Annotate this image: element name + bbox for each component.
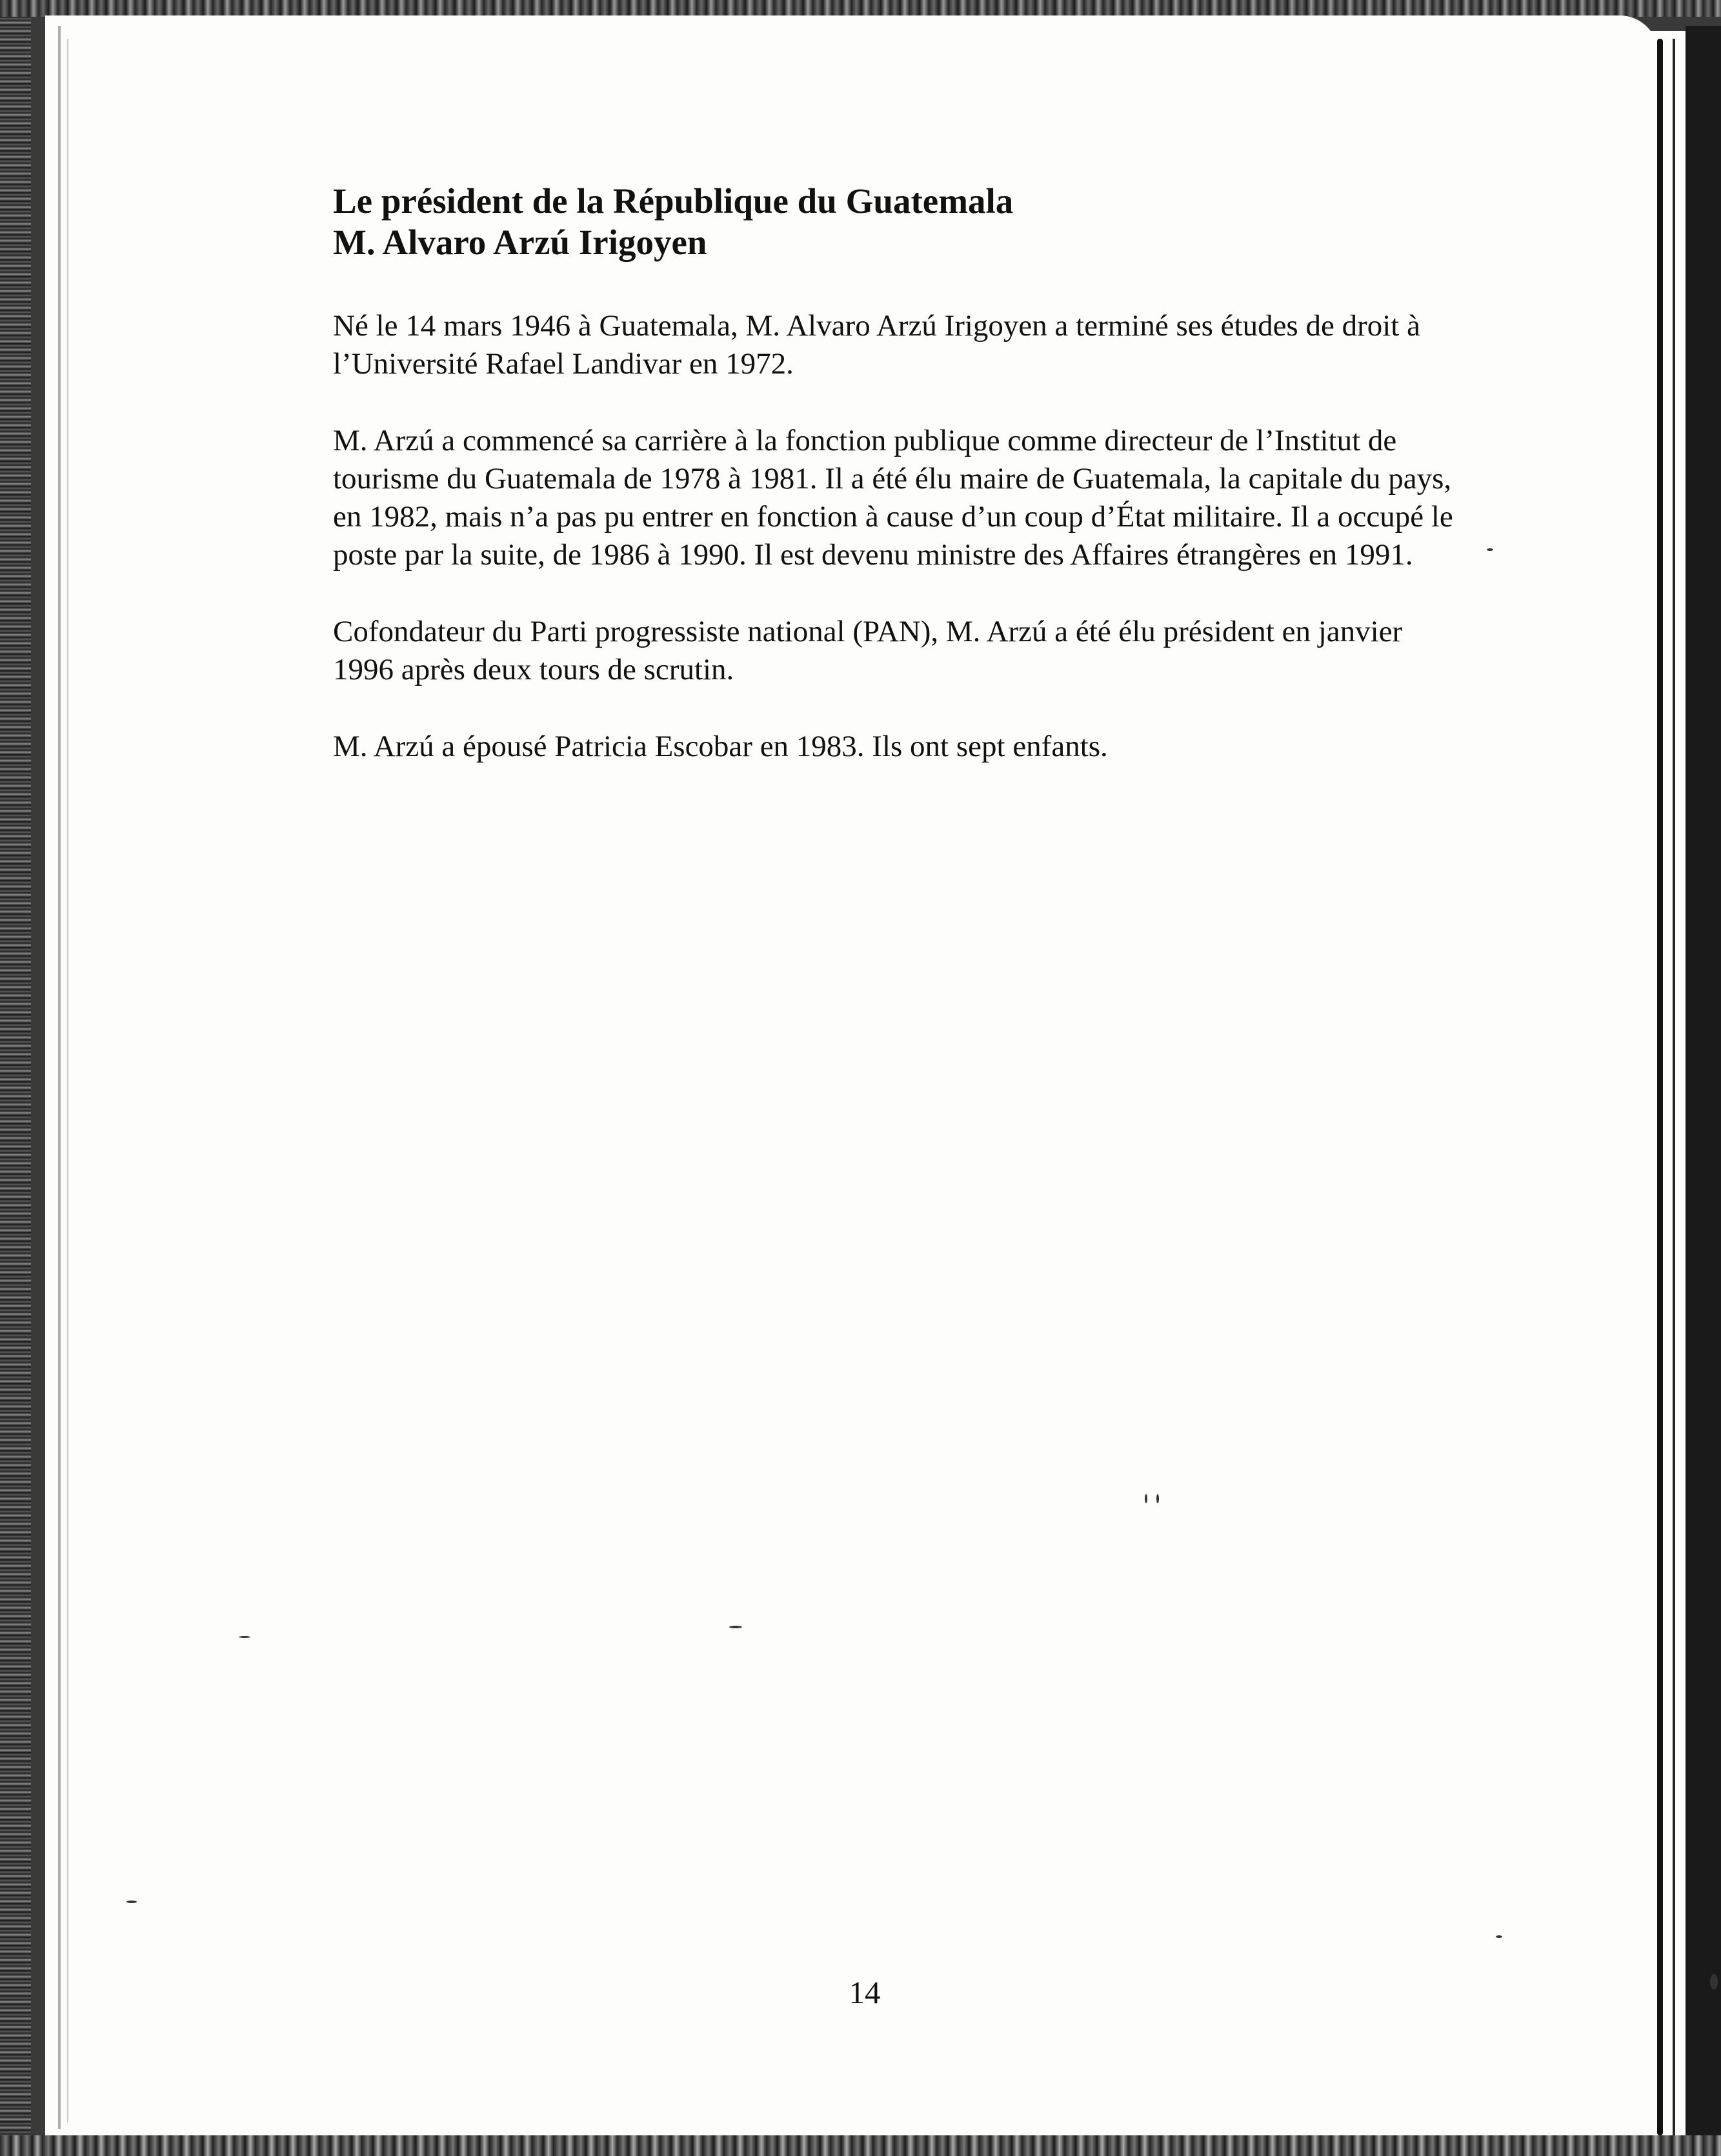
page-number: 14 <box>849 1975 881 2010</box>
page-fold-line <box>58 26 61 2129</box>
scan-speck <box>239 1636 250 1638</box>
scan-speck <box>1145 1494 1147 1503</box>
scan-speck <box>1156 1494 1159 1503</box>
scan-edge-left <box>0 0 31 2156</box>
paragraph-career: M. Arzú a commencé sa carrière à la fonction publique comme directeur de l’Institut de tourisme du Guatemala de 1978 à 1981. Il a été élu maire de Guatemala, la capitale du pays, en 1982, mais n’a pas pu entrer en fonction à cause d’un coup d’État militaire. Il a occupé le poste par la suite, de 1986 à 1990. Il est devenu ministre des Affaires étrangères en 1991. <box>333 424 1453 572</box>
scan-speck <box>1487 548 1493 551</box>
scan-speck <box>1710 1974 1718 1990</box>
page-fold-line-inner <box>67 39 68 2122</box>
paragraph-birth: Né le 14 mars 1946 à Guatemala, M. Alvaro Arzú Irigoyen a terminé ses études de droit à l’Université Rafael Landivar en 1972. <box>333 309 1420 381</box>
scan-speck <box>126 1901 137 1903</box>
scan-speck <box>1496 1935 1502 1938</box>
document-body <box>333 181 1469 766</box>
scan-edge-top <box>0 0 1721 17</box>
binding-line-thin <box>1673 39 1675 2135</box>
paragraph-family: M. Arzú a épousé Patricia Escobar en 1983. Ils ont sept enfants. <box>333 730 1108 763</box>
binding-shadow <box>1686 26 1721 2148</box>
binding-line <box>1657 39 1663 2135</box>
document-title-line-2: M. Alvaro Arzú Irigoyen <box>333 223 707 262</box>
document-title-line-1: Le président de la République du Guatemala <box>333 181 1014 221</box>
paragraph-election: Cofondateur du Parti progressiste national (PAN), M. Arzú a été élu président en janvier 1996 après deux tours de scrutin. <box>333 615 1403 686</box>
scan-speck <box>729 1626 742 1628</box>
scan-edge-bottom <box>0 2135 1721 2156</box>
